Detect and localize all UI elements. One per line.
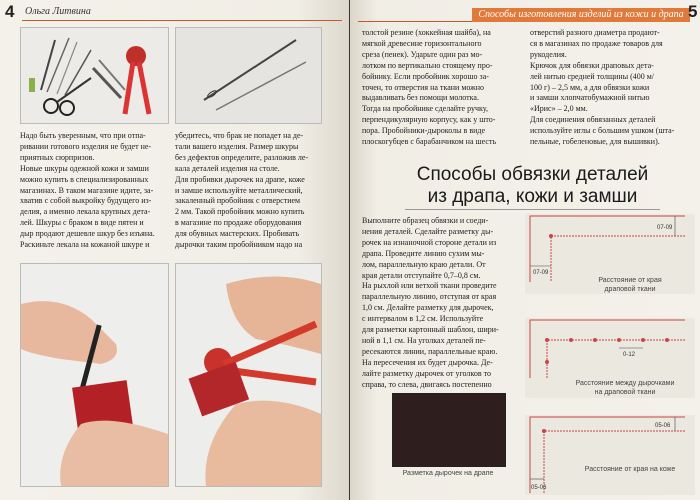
dimension-label: 05-06: [655, 423, 671, 429]
diagram-caption: Расстояние от края: [598, 277, 662, 284]
text-line: справа, то слева, двигаясь постепенно: [362, 379, 492, 389]
text-line: и замше используйте металлический,: [175, 185, 303, 195]
dimension-label: 07-09: [657, 225, 673, 231]
text-line: точен, то отверстия на ткани можно: [362, 82, 484, 92]
heading-underline: [405, 209, 660, 210]
text-line: нения деталей. Сделайте разметку ды-: [362, 226, 494, 236]
text-line: 100 г) – 2,5 мм, а для обвязки кожи: [530, 82, 650, 92]
punch-hammer-illustration: [21, 264, 168, 486]
text-line: драпа. Проведите линию сухим мы-: [362, 248, 485, 258]
hole-marker: [545, 338, 549, 342]
text-line: Раскиньте лекала на кожаной шкуре и: [20, 240, 150, 250]
text-line: 2 мм. Такой пробойник можно купить: [175, 207, 305, 217]
edge-distance-diagram: [525, 214, 695, 294]
right-col2-text: [530, 28, 688, 148]
dimension-label: 07-09: [533, 270, 549, 276]
text-line: параллельную линию, отступая от края: [362, 292, 497, 302]
chapter-title-bar: Способы изготовления изделий из кожи и драпа: [472, 8, 690, 22]
text-line: закаленный пробойник с отверстием: [175, 196, 301, 206]
text-line: рочек на изнаночной стороне детали из: [362, 237, 497, 247]
text-line: лотком по вертикально стоящему про-: [362, 60, 493, 70]
tools-illustration: [21, 28, 168, 123]
text-line: для разметки картонный шаблон, шири-: [362, 325, 499, 335]
text-line: магазинах. В таком магазине идите, за-: [20, 185, 154, 195]
text-line: На рыхлой или ветхой ткани проведите: [362, 281, 497, 291]
text-line: пора. Пробойники-дыроколы в виде: [362, 126, 485, 136]
text-line: лайте разметку дырочек от уголков то: [362, 368, 492, 378]
text-line: без дефектов определите, разложив ле-: [175, 152, 309, 162]
hole-marker: [665, 338, 669, 342]
text-line: Тогда на пробойнике сделайте ручку,: [362, 104, 488, 114]
text-line: дыр продают дешевле шкур без изъяна.: [20, 229, 155, 239]
text-line: Новые шкуры одежной кожи и замши: [20, 163, 149, 173]
text-line: «Ирис» – 2,0 мм.: [530, 104, 588, 114]
fabric-marking-photo: [392, 393, 506, 467]
diagram-caption: Расстояние от края на коже: [584, 466, 676, 473]
text-line: Для соединения обвязанных деталей: [530, 115, 656, 125]
text-line: лом, параллельную краю детали. От: [362, 259, 486, 269]
needle-illustration: [176, 28, 321, 123]
text-line: плоскогубцев с барабанчиком на шесть: [362, 137, 497, 147]
right-body-text: [362, 216, 520, 391]
hole-marker: [617, 338, 621, 342]
text-line: рукоделия.: [530, 49, 567, 59]
left-col1-text: [20, 131, 168, 251]
heading-line: из драпа, кожи и замши: [427, 186, 638, 207]
text-line: лей. Шкуры с браком в виде пятен и: [20, 218, 144, 228]
text-line: Крючок для обвязки драповых дета-: [530, 60, 654, 70]
heading-line: Способы обвязки деталей: [416, 164, 649, 185]
page-number: 5: [688, 2, 698, 21]
text-line: края детали отступайте 0,7–0,8 см.: [362, 270, 481, 280]
hole-marker: [542, 429, 546, 433]
text-line: 1,0 см. Делайте разметку для дырочек,: [362, 303, 494, 313]
diagram-caption: Расстояние между дырочками: [575, 380, 675, 387]
punch-pliers-photo: [175, 263, 322, 487]
text-line: для обувных мастерских. Пробивать: [175, 229, 300, 239]
text-line: тали вашего изделия. Размер шкуры: [175, 141, 299, 151]
text-line: мягкой древесине горизонтального: [362, 38, 482, 48]
text-line: ривании готового изделия не будет не-: [20, 141, 152, 151]
needle-photo: [175, 27, 322, 124]
right-col1-text: [362, 28, 520, 148]
text-line: Для пробивки дырочек на драпе, коже: [175, 174, 305, 184]
hole-marker: [641, 338, 645, 342]
text-line: можно купить в специализированных: [20, 174, 149, 184]
leather-edge-diagram: [525, 415, 695, 495]
hole-spacing-diagram: [525, 318, 695, 398]
page-number: 4: [5, 2, 15, 21]
text-line: На пересечения их будет дырочка. Де-: [362, 357, 493, 367]
hole-marker: [569, 338, 573, 342]
diagram-caption: на драповой ткани: [594, 389, 656, 396]
left-page: [0, 0, 349, 500]
diagram-caption: драповой ткани: [604, 286, 656, 293]
text-line: толстой резине (хоккейная шайба), на: [362, 28, 491, 37]
hole-marker: [593, 338, 597, 342]
text-line: в магазине по продаже оборудования: [175, 218, 302, 228]
text-line: среза (пенек). Ударьте один раз мо-: [362, 49, 483, 59]
text-line: дырочки таким пробойником надо на: [175, 240, 303, 250]
hole-marker: [549, 234, 553, 238]
left-col2-text: [175, 131, 323, 251]
text-line: пельные, гобеленовые, для вышивки).: [530, 137, 660, 147]
photo-caption: Разметка дырочек на драпе: [402, 470, 494, 477]
text-line: бойнику. Если пробойник хорошо за-: [362, 71, 489, 81]
hole-marker: [545, 360, 549, 364]
header-rule: [22, 20, 342, 21]
right-page: [350, 0, 700, 500]
text-line: кала деталей изделия на столе.: [175, 163, 280, 173]
text-line: ся в магазинах по продаже товаров для: [530, 38, 663, 48]
dimension-label: 0-12: [623, 352, 636, 358]
punch-hammer-photo: [20, 263, 169, 487]
text-line: лей нитью средней толщины (400 м/: [530, 71, 655, 81]
text-line: перпендикулярную корпусу, как у што-: [362, 115, 496, 125]
text-line: и замши хлопчатобумажной нитью: [530, 93, 650, 103]
text-line: выдавливать без помощи молотка.: [362, 93, 479, 103]
tools-photo: [20, 27, 169, 124]
author-name: Ольга Литвина: [25, 6, 91, 17]
text-line: делия, а именно лекала крупных дета-: [20, 207, 151, 217]
text-line: приятных сюрпризов.: [20, 152, 95, 162]
text-line: Надо быть уверенным, что при отпа-: [20, 131, 146, 140]
text-line: хватив с собой выкройку будущего из-: [20, 196, 152, 206]
text-line: ресекаются линии, параллельные краю.: [362, 346, 498, 356]
text-line: ной в 1,1 см. На уголках деталей пе-: [362, 335, 486, 345]
text-line: с интервалом в 1,2 см. Используйте: [362, 314, 484, 324]
section-heading: [400, 164, 665, 208]
dimension-label: 05-06: [531, 485, 547, 491]
text-line: убедитесь, что брак не попадет на де-: [175, 131, 304, 140]
text-line: отверстий разного диаметра продают-: [530, 28, 660, 37]
text-line: Выполните образец обвязки и соеди-: [362, 216, 489, 225]
punch-pliers-illustration: [176, 264, 321, 486]
text-line: используйте иглы с большим ушком (шта-: [530, 126, 675, 136]
